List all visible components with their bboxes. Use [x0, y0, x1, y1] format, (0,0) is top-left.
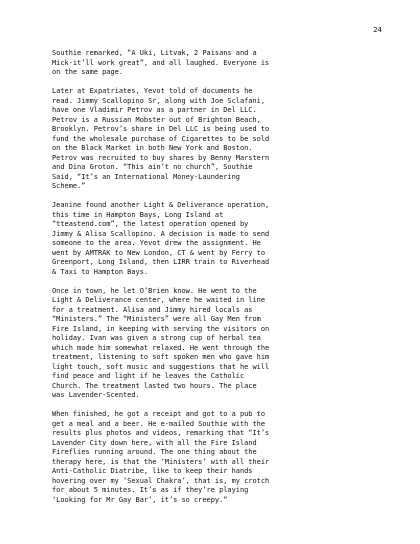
text-line: When finished, he got a receipt and got to a pub to — [52, 410, 266, 418]
paragraph — [52, 201, 392, 277]
text-line: Scheme.” — [52, 182, 86, 190]
paragraph — [52, 410, 392, 505]
text-line: Greenport, Long Island, then LIRR train to Riverhead — [52, 258, 270, 266]
text-line: was Lavender-Scented. — [52, 391, 140, 399]
text-line: for a treatment. Alisa and Jimmy hired locals as — [52, 305, 253, 314]
text-line: ‘Looking for Mr Gay Bar’, it’s so creepy.” — [52, 495, 228, 504]
text-line: “Ministers.” The “Ministers” were all Gay Men from — [52, 315, 261, 323]
text-line: Mick-it’ll work great”, and all laughed. Everyone is — [52, 58, 270, 67]
text-line: Church. The treatment lasted two hours. The place — [52, 381, 257, 390]
text-line: treatment, listening to soft spoken men who gave him — [52, 353, 270, 361]
text-line: Once in town, he let O’Brien know. He went to the — [52, 286, 257, 295]
text-line: holiday. Ivan was given a strong cup of herbal tea — [52, 334, 261, 342]
text-line: on the same page. — [52, 68, 124, 76]
text-line: find peace and light if he leaves the Catholic — [52, 372, 245, 380]
text-line: Fire Island, in keeping with serving the visitors on — [52, 324, 270, 333]
body-text — [52, 49, 392, 505]
paragraph — [52, 287, 392, 401]
text-line: & Taxi to Hampton Bays. — [52, 267, 149, 276]
text-line: hovering over my ‘Sexual Chakra’, that is, my crotch — [52, 476, 270, 485]
text-line: light touch, soft music and suggestions that he will — [52, 362, 270, 371]
text-line: Southie remarked, “A Uki, Litvak, 2 Paisans and a — [52, 49, 257, 57]
text-line: therapy here, is that the ‘Ministers’ with all their — [52, 457, 270, 466]
text-line: results plus photos and videos, remarking that “It’s — [52, 429, 270, 437]
text-line: “tteastend.com”, the latest operation opened by — [52, 220, 249, 228]
text-line: Jeanine found another Light & Deliverance operation, — [52, 201, 270, 209]
text-line: this time in Hampton Bays, Long Island at — [52, 210, 224, 219]
text-line: Later at Expatriates, Yevot told of documents he — [52, 87, 253, 95]
text-line: have one Vladimir Petrov as a partner in Del LLC. — [52, 106, 257, 114]
text-line: on the Black Market in both New York and Boston. — [52, 144, 253, 152]
page-number: 24 — [373, 25, 382, 34]
text-line: which made him somewhat relaxed. He went through the — [52, 343, 270, 352]
text-line: Light & Deliverance center, where he waited in line — [52, 296, 266, 304]
text-line: fund the wholesale purchase of Cigarettes to be sold — [52, 134, 270, 143]
text-line: went by AMTRAK to New London, CT & went by Ferry to — [52, 248, 266, 257]
text-line: and Dina Groton. “This ain’t no church”, Southie — [52, 163, 253, 171]
text-line: Said, “It’s an International Money-Laundering — [52, 172, 240, 181]
paragraph — [52, 49, 392, 78]
text-line: read. Jimmy Scallopino Sr, along with Joe Sclafani, — [52, 96, 266, 105]
text-line: Anti-Catholic Diatribe, like to keep their hands — [52, 467, 253, 475]
text-line: Fireflies running around. The one thing about the — [52, 448, 257, 456]
text-line: Petrov was recruited to buy shares by Benny Marstern — [52, 153, 270, 162]
text-line: Brooklyn. Petrov’s share in Del LLC is being used to — [52, 125, 270, 133]
text-line: Jimmy & Alisa Scallopino. A decision is made to send — [52, 229, 270, 238]
text-line: someone to the area. Yevot drew the assignment. He — [52, 239, 261, 247]
text-line: for about 5 minutes. It’s as if they’re playing — [52, 486, 249, 494]
text-line: Petrov is a Russian Mobster out of Brighton Beach, — [52, 115, 261, 124]
paragraph — [52, 87, 392, 192]
text-line: Lavender City down here, with all the Fire Island — [52, 438, 257, 447]
text-line: get a meal and a beer. He e-mailed Southie with the — [52, 419, 266, 428]
